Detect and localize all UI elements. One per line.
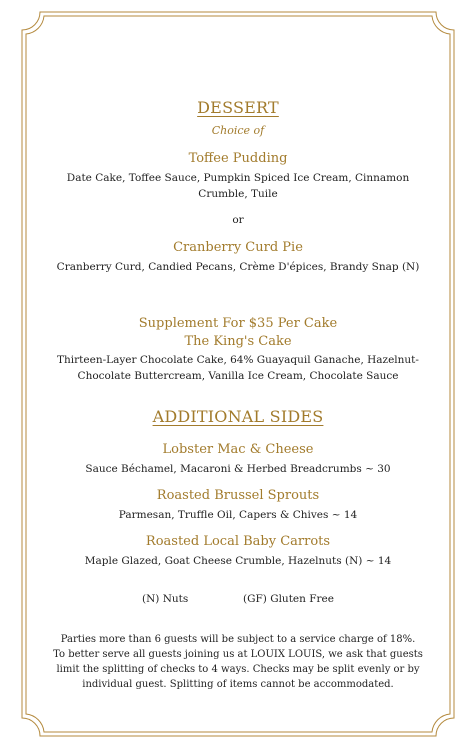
supplement-label: Supplement For $35 Per Cake — [138, 316, 338, 331]
legend-gluten-free: (GF) Gluten Free — [242, 593, 334, 605]
side-item-description: Maple Glazed, Goat Cheese Crumble, Hazelnuts (N) ~ 14 — [84, 555, 392, 567]
policy-note-line: individual guest. Splitting of items cannot be accommodated. — [82, 679, 394, 690]
policy-note-line: limit the splitting of checks to 4 ways. Checks may be split evenly or by — [56, 664, 420, 675]
dessert-item-title: Cranberry Curd Pie — [173, 240, 303, 255]
side-item-description: Sauce Béchamel, Macaroni & Herbed Breadcrumbs ~ 30 — [85, 463, 391, 475]
side-item-description: Parmesan, Truffle Oil, Capers & Chives ~ 14 — [118, 509, 358, 521]
policy-notes — [0, 632, 476, 692]
legend-nuts: (N) Nuts — [142, 593, 189, 605]
policy-note-line: To better serve all guests joining us at LOUIX LOUIS, we ask that guests — [53, 649, 423, 660]
dessert-item-description: Date Cake, Toffee Sauce, Pumpkin Spiced Ice Cream, Cinnamon Crumble, Tuile — [66, 172, 410, 200]
additional-sides-heading: ADDITIONAL SIDES — [152, 407, 324, 426]
side-item-title: Roasted Local Baby Carrots — [145, 534, 331, 549]
side-item-title: Roasted Brussel Sprouts — [156, 488, 320, 503]
dietary-legend — [0, 593, 476, 605]
supplement-item-description: Thirteen-Layer Chocolate Cake, 64% Guayaquil Ganache, Hazelnut- Chocolate Buttercream, Vanilla Ice Cream, Chocolate Sauce — [57, 354, 419, 382]
dessert-item-title: Toffee Pudding — [188, 151, 288, 166]
side-item-title: Lobster Mac & Cheese — [162, 442, 314, 457]
or-separator: or — [232, 214, 244, 226]
dessert-item-description: Cranberry Curd, Candied Pecans, Crème D'épices, Brandy Snap (N) — [56, 261, 420, 273]
policy-note-line: Parties more than 6 guests will be subject to a service charge of 18%. — [60, 634, 416, 645]
choice-of-subheading: Choice of — [211, 124, 265, 137]
dessert-heading: DESSERT — [197, 98, 279, 117]
supplement-item-title: The King's Cake — [184, 334, 292, 349]
